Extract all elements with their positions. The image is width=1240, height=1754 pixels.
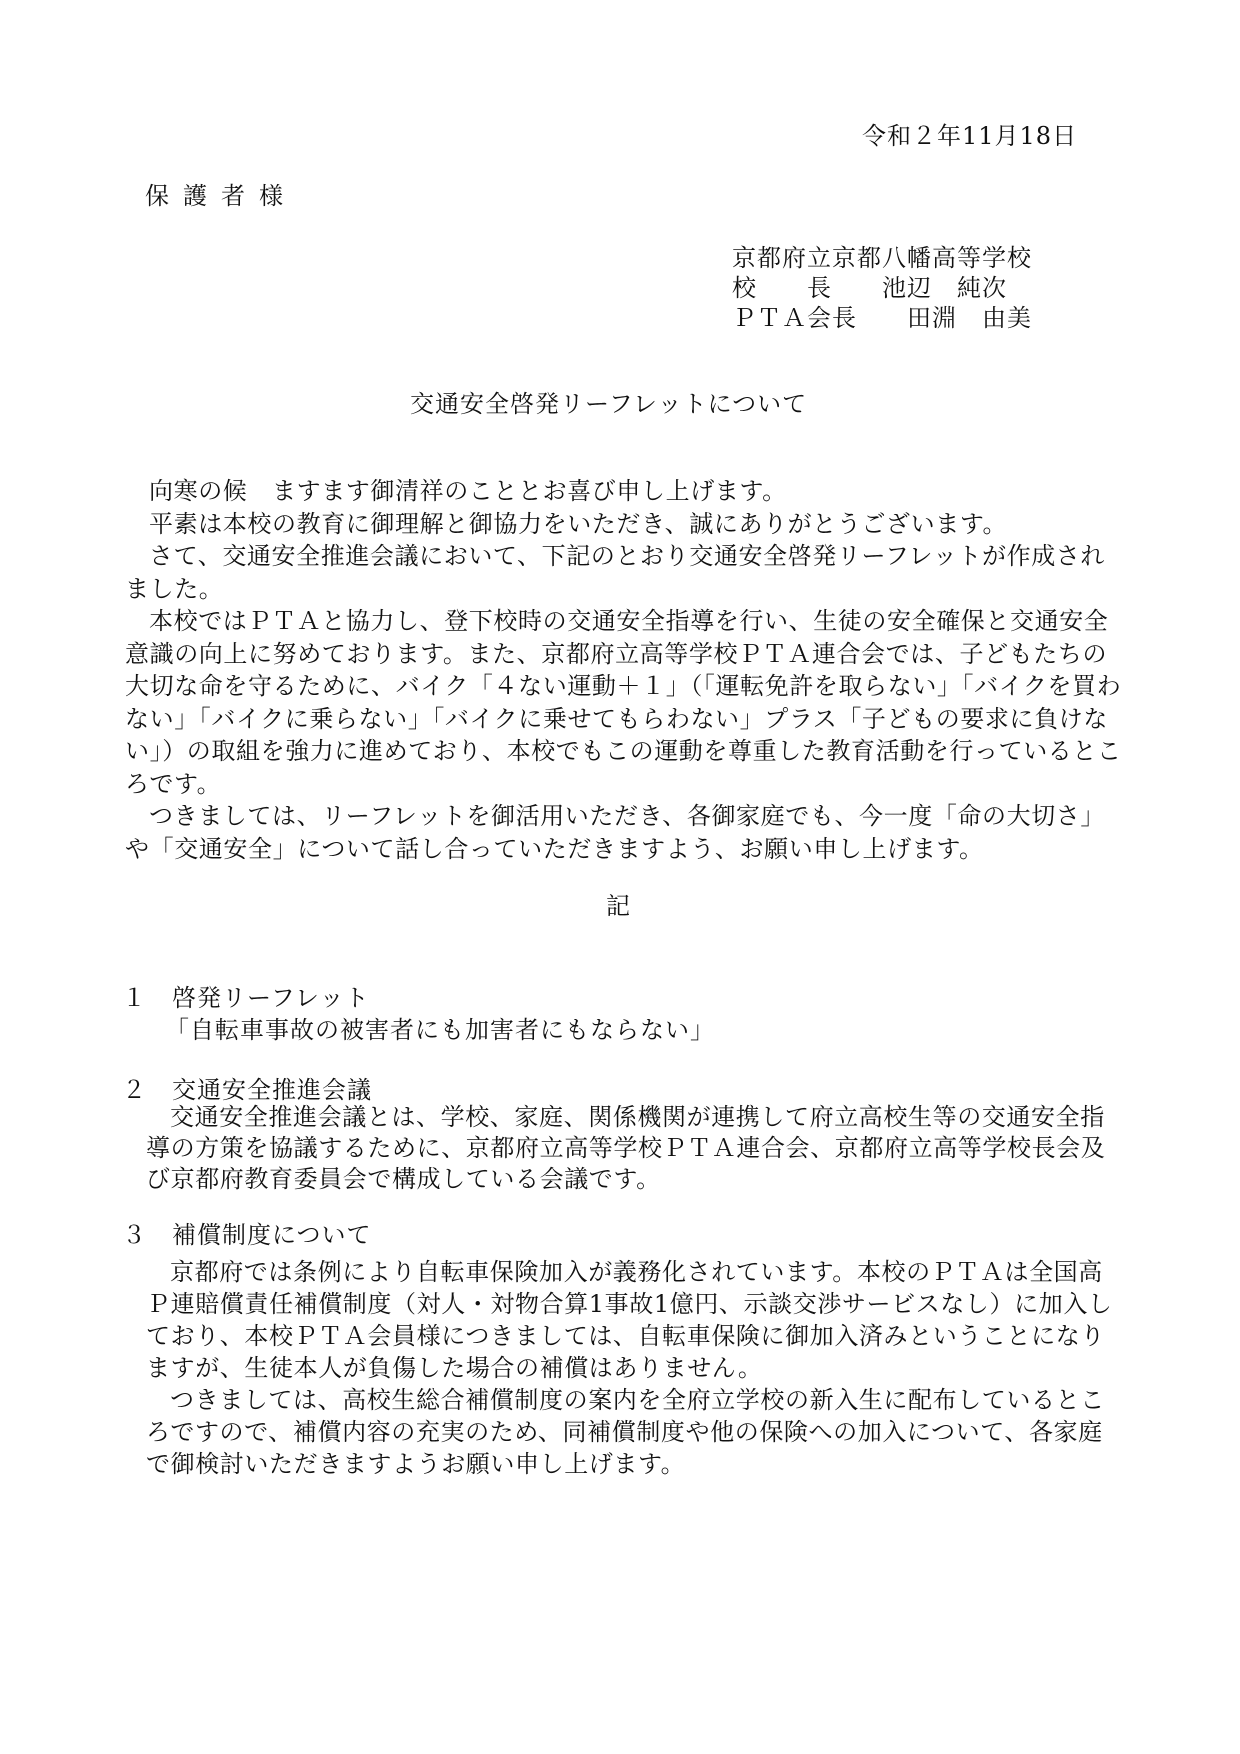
item-detail: 交通安全推進会議とは、学校、家庭、関係機関が連携して府立高校生等の交通安全指導の方策を協議するために、京都府立高等学校ＰＴＡ連合会、京都府立高等学校長会及び京都府教育委員会で構成している会議です。: [146, 1103, 1106, 1193]
sender-school-name: 京都府立京都八幡高等学校: [732, 244, 1032, 272]
sender-pta-president: ＰＴＡ会長 田淵 由美: [732, 304, 1032, 332]
ki-marker: 記: [606, 892, 631, 920]
item-heading: ２ 交通安全推進会議: [122, 1076, 372, 1104]
body-paragraph: 向寒の候 ますます御清祥のこととお喜び申し上げます。: [149, 477, 787, 505]
item-heading: ３ 補償制度について: [122, 1221, 372, 1249]
body-paragraph: つきましては、リーフレットを御活用いただき、各御家庭でも、今一度「命の大切さ」や「交通安全」について話し合っていただきますよう、お願い申し上げます。: [125, 802, 1106, 863]
body-paragraph: 平素は本校の教育に御理解と御協力をいただき、誠にありがとうございます。: [149, 509, 1008, 538]
body-paragraph: 本校ではＰＴＡと協力し、登下校時の交通安全指導を行い、生徒の安全確保と交通安全意識の向上に努めております。また、京都府立高等学校ＰＴＡ連合会では、子どもたちの大切な命を守るために、バイク「４ない運動＋１」（「運転免許を取らない」「バイクを買わない」「バイクに乗らない」「バイクに乗せてもらわない」プラス「子どもの要求に負けない」）の取組を強力に進めており、本校でもこの運動を尊重した教育活動を行っているところです。: [125, 607, 1122, 798]
item-paragraph: 京都府では条例により自転車保険加入が義務化されています。本校のＰＴＡは全国高Ｐ連賠償責任補償制度（対人・対物合算1事故1億円、示談交渉サービスなし）に加入しており、本校ＰＴＡ会員様につきましては、自転車保険に御加入済みということになりますが、生徒本人が負傷した場合の補償はありません。: [146, 1258, 1113, 1382]
sender-principal: 校 長 池辺 純次: [732, 274, 1007, 302]
document-title: 交通安全啓発リーフレットについて: [410, 390, 808, 418]
item-detail-block: [146, 1256, 1121, 1480]
item-heading: １ 啓発リーフレット: [122, 984, 370, 1012]
item-paragraph: つきましては、高校生総合補償制度の案内を全府立学校の新入生に配布しているところですので、補償内容の充実のため、同補償制度や他の保険への加入について、各家庭で御検討いただきますようお願い申し上げます。: [146, 1386, 1105, 1478]
item-detail: 「自転車事故の被害者にも加害者にもならない」: [165, 1016, 715, 1044]
recipient: 保護者様: [145, 182, 297, 210]
body-paragraph: さて、交通安全推進会議において、下記のとおり交通安全啓発リーフレットが作成されました。: [125, 542, 1106, 603]
letter-body: [125, 475, 1125, 865]
document-date: 令和２年11月18日: [862, 122, 1078, 150]
